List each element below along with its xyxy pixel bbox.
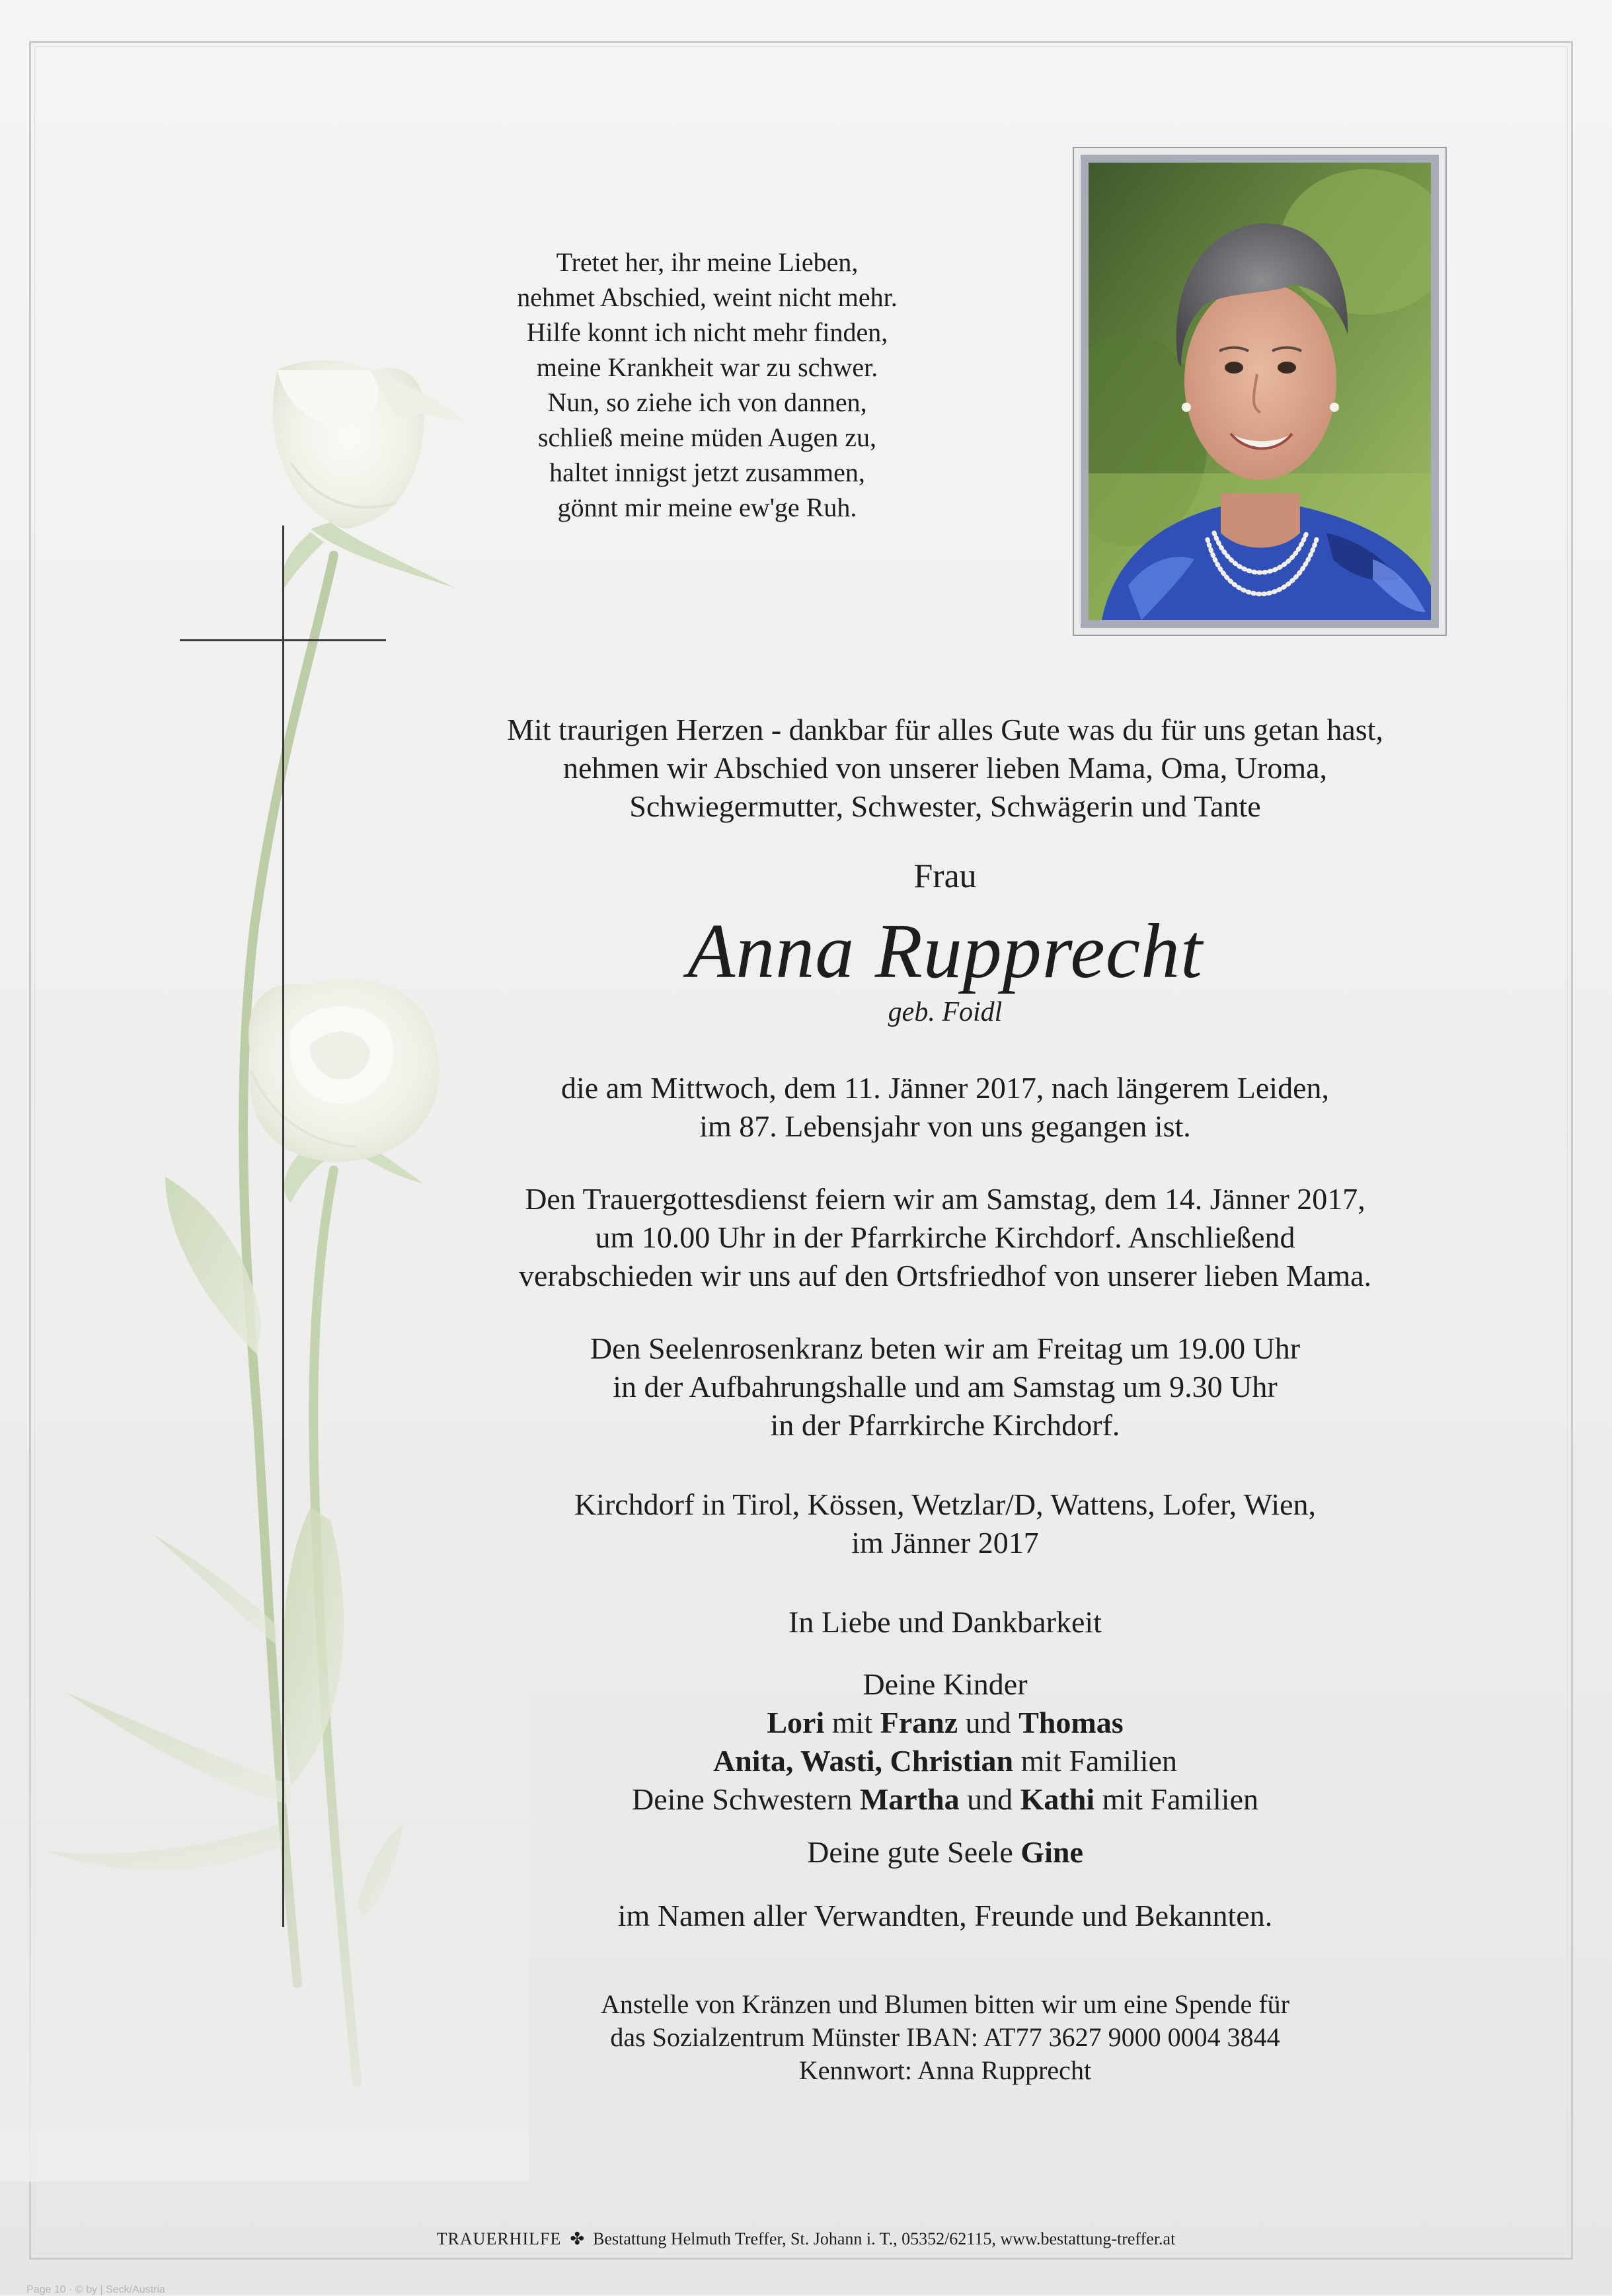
rosary-line: in der Aufbahrungshalle und am Samstag um 9.30 Uhr bbox=[613, 1370, 1278, 1404]
portrait-frame bbox=[1073, 147, 1447, 636]
footer-brand: TRAUERHILFE bbox=[436, 2229, 562, 2248]
page-mark: Page 10 · © by | Seck/Austria bbox=[26, 2284, 165, 2295]
intro-line: Mit traurigen Herzen - dankbar für alles Gute was du für uns getan hast, bbox=[507, 713, 1383, 746]
mourners-line: Lori mit Franz und Thomas bbox=[767, 1706, 1124, 1739]
poem-line: gönnt mir meine ew'ge Ruh. bbox=[557, 493, 857, 522]
obituary-text bbox=[423, 711, 1467, 2087]
rose-bloom-lower bbox=[249, 978, 440, 1162]
donation-line: das Sozialzentrum Münster IBAN: AT77 3627 9000 0004 3844 bbox=[610, 2022, 1280, 2052]
closing-phrase: In Liebe und Dankbarkeit bbox=[788, 1605, 1102, 1639]
funeral-service-line: Den Trauergottesdienst feiern wir am Samstag, dem 14. Jänner 2017, bbox=[525, 1182, 1365, 1216]
mourners-children-label: Deine Kinder bbox=[863, 1667, 1028, 1701]
poem-line: meine Krankheit war zu schwer. bbox=[536, 352, 878, 382]
mourners-list bbox=[423, 1665, 1467, 1935]
funeral-service-line: um 10.00 Uhr in der Pfarrkirche Kirchdorf. Anschließend bbox=[595, 1220, 1295, 1254]
donation-line: Kennwort: Anna Rupprecht bbox=[798, 2055, 1092, 2085]
donation-line: Anstelle von Kränzen und Blumen bitten wir um eine Spende für bbox=[601, 1989, 1289, 2019]
poem-line: Tretet her, ihr meine Lieben, bbox=[556, 247, 859, 277]
funeral-home-footer bbox=[0, 2229, 1612, 2249]
rose-leaf bbox=[152, 1534, 278, 1646]
intro-line: Schwiegermutter, Schwester, Schwägerin und Tante bbox=[629, 789, 1261, 823]
place-date-line: Kirchdorf in Tirol, Kössen, Wetzlar/D, Wattens, Lofer, Wien, bbox=[574, 1487, 1317, 1521]
maiden-name: geb. Foidl bbox=[888, 997, 1003, 1027]
donation-request bbox=[423, 1988, 1467, 2087]
death-notice-line: die am Mittwoch, dem 11. Jänner 2017, nach längerem Leiden, bbox=[561, 1071, 1329, 1105]
cross-horizontal-bar bbox=[180, 639, 386, 641]
poem-line: Hilfe konnt ich nicht mehr finden, bbox=[526, 317, 888, 347]
deceased-name: Anna Rupprecht bbox=[687, 908, 1203, 994]
cross-vertical-bar bbox=[282, 526, 284, 1927]
poem-line: haltet innigst jetzt zusammen, bbox=[549, 457, 865, 487]
memorial-poem bbox=[436, 245, 978, 525]
poem-line: schließ meine müden Augen zu, bbox=[537, 422, 877, 452]
footer-logo-icon: ✤ bbox=[565, 2229, 589, 2248]
poem-line: Nun, so ziehe ich von dannen, bbox=[547, 387, 867, 417]
rosary-line: in der Pfarrkirche Kirchdorf. bbox=[770, 1408, 1120, 1442]
rose-sepal bbox=[282, 532, 324, 588]
portrait-photo bbox=[1089, 163, 1431, 620]
footer-text: Bestattung Helmuth Treffer, St. Johann i. T., 05352/62115, www.bestattung-treffer.at bbox=[593, 2229, 1176, 2248]
salutation: Frau bbox=[913, 857, 977, 895]
death-notice-line: im 87. Lebensjahr von uns gegangen ist. bbox=[699, 1109, 1191, 1143]
rosary-line: Den Seelenrosenkranz beten wir am Freitag um 19.00 Uhr bbox=[590, 1331, 1301, 1365]
place-date-line: im Jänner 2017 bbox=[851, 1526, 1039, 1560]
poem-line: nehmet Abschied, weint nicht mehr. bbox=[517, 282, 898, 312]
intro-line: nehmen wir Abschied von unserer lieben Mama, Oma, Uroma, bbox=[562, 751, 1328, 785]
mourners-line: Anita, Wasti, Christian mit Familien bbox=[712, 1744, 1177, 1778]
mourners-line: Deine Schwestern Martha und Kathi mit Familien bbox=[632, 1782, 1258, 1816]
funeral-service-line: verabschieden wir uns auf den Ortsfriedhof von unserer lieben Mama. bbox=[518, 1259, 1372, 1292]
mourners-line: Deine gute Seele Gine bbox=[807, 1835, 1083, 1869]
relatives-line: im Namen aller Verwandten, Freunde und Bekannten. bbox=[617, 1899, 1273, 1932]
